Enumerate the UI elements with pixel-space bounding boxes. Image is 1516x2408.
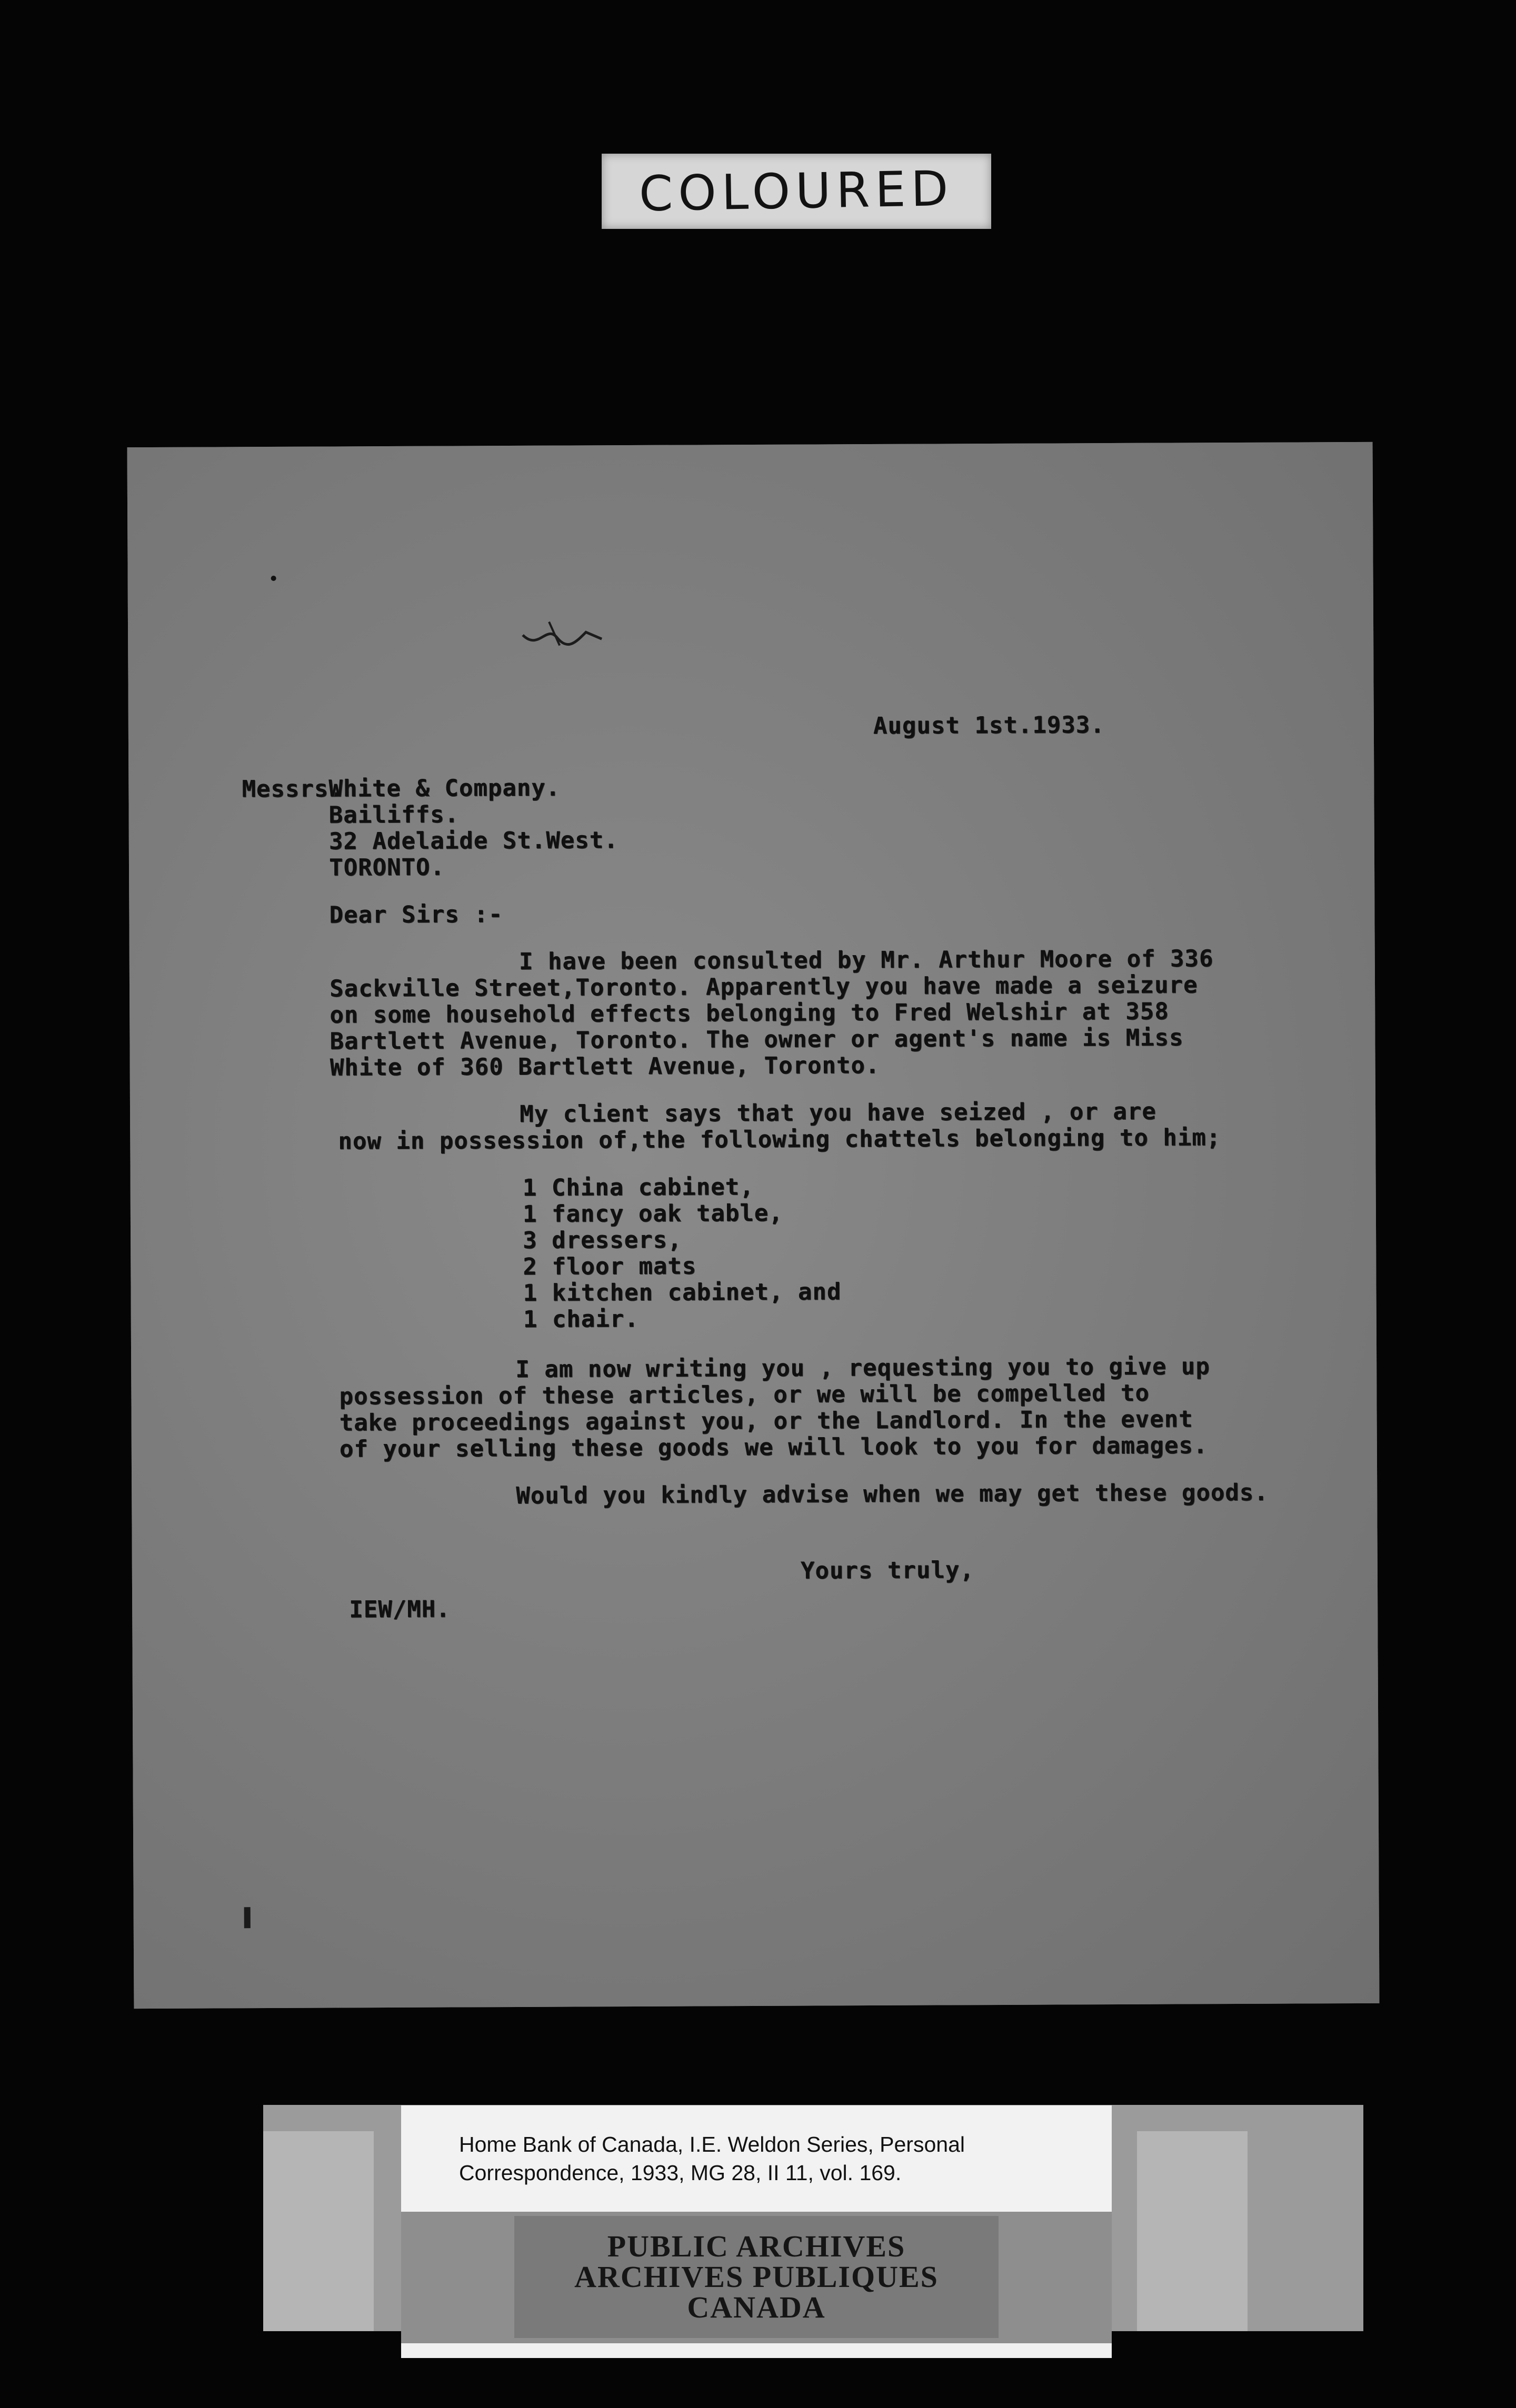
greeting: Dear Sirs :- (329, 901, 503, 929)
letter-date: August 1st.1933. (873, 711, 1105, 739)
chattel-item: 1 fancy oak table, (522, 1199, 783, 1228)
stamp-line: ARCHIVES PUBLIQUES (574, 2260, 939, 2294)
paragraph-line: now in possession of,the following chattels belonging to him; (338, 1124, 1221, 1155)
chattel-item: 1 kitchen cabinet, and (523, 1278, 842, 1307)
paragraph-line: of your selling these goods we will look to you for damages. (339, 1432, 1208, 1463)
messrs-label: Messrs. (242, 775, 343, 803)
caption-line: Correspondence, 1933, MG 28, II 11, vol. 169. (459, 2161, 902, 2185)
paragraph-line: I have been consulted by Mr. Arthur Moore of 336 (518, 945, 1214, 975)
paragraph-line: possession of these articles, or we will be compelled to (339, 1379, 1150, 1410)
stamp-line: PUBLIC ARCHIVES (607, 2229, 906, 2263)
folder-tab-right (1137, 2131, 1248, 2331)
address-line: 32 Adelaide St.West. (328, 827, 619, 855)
archive-stamp-strip (401, 2212, 1112, 2343)
chattel-item: 1 China cabinet, (522, 1173, 754, 1201)
paragraph-line: Would you kindly advise when we may get these goods. (516, 1479, 1269, 1509)
closing: Yours truly, (800, 1557, 974, 1584)
paragraph-line: Bartlett Avenue, Toronto. The owner or agent's name is Miss (330, 1024, 1184, 1055)
paper-speck (271, 576, 276, 581)
stamp-line: CANADA (687, 2290, 826, 2324)
address-line: Bailiffs. (328, 801, 460, 829)
chattel-item: 1 chair. (523, 1305, 639, 1333)
initials: IEW/MH. (349, 1596, 451, 1623)
coloured-label-text: COLOURED (639, 160, 954, 223)
paragraph-line: Sackville Street,Toronto. Apparently you have made a seizure (329, 971, 1198, 1002)
archive-stamp (514, 2216, 999, 2338)
paragraph-line: take proceedings against you, or the Landlord. In the event (339, 1406, 1193, 1437)
letter-page (127, 442, 1380, 2009)
paragraph-line: White of 360 Bartlett Avenue, Toronto. (330, 1051, 880, 1081)
paragraph-line: I am now writing you , requesting you to give up (515, 1353, 1210, 1383)
coloured-label (602, 154, 991, 229)
chattel-item: 2 floor mats (523, 1252, 697, 1280)
stamp-bottom-edge (401, 2343, 1112, 2358)
paragraph-line: on some household effects belonging to Fred Welshir at 358 (330, 998, 1169, 1029)
pencil-mark (517, 614, 612, 656)
chattel-item: 3 dressers, (523, 1226, 682, 1254)
address-line: TORONTO. (328, 854, 445, 881)
address-line: White & Company. (328, 774, 561, 802)
caption-line: Home Bank of Canada, I.E. Weldon Series, Personal (459, 2132, 965, 2156)
archive-caption (401, 2105, 1112, 2212)
margin-mark (244, 1907, 251, 1928)
folder-tab-left (263, 2131, 374, 2331)
paragraph-line: My client says that you have seized , or are (519, 1098, 1156, 1128)
